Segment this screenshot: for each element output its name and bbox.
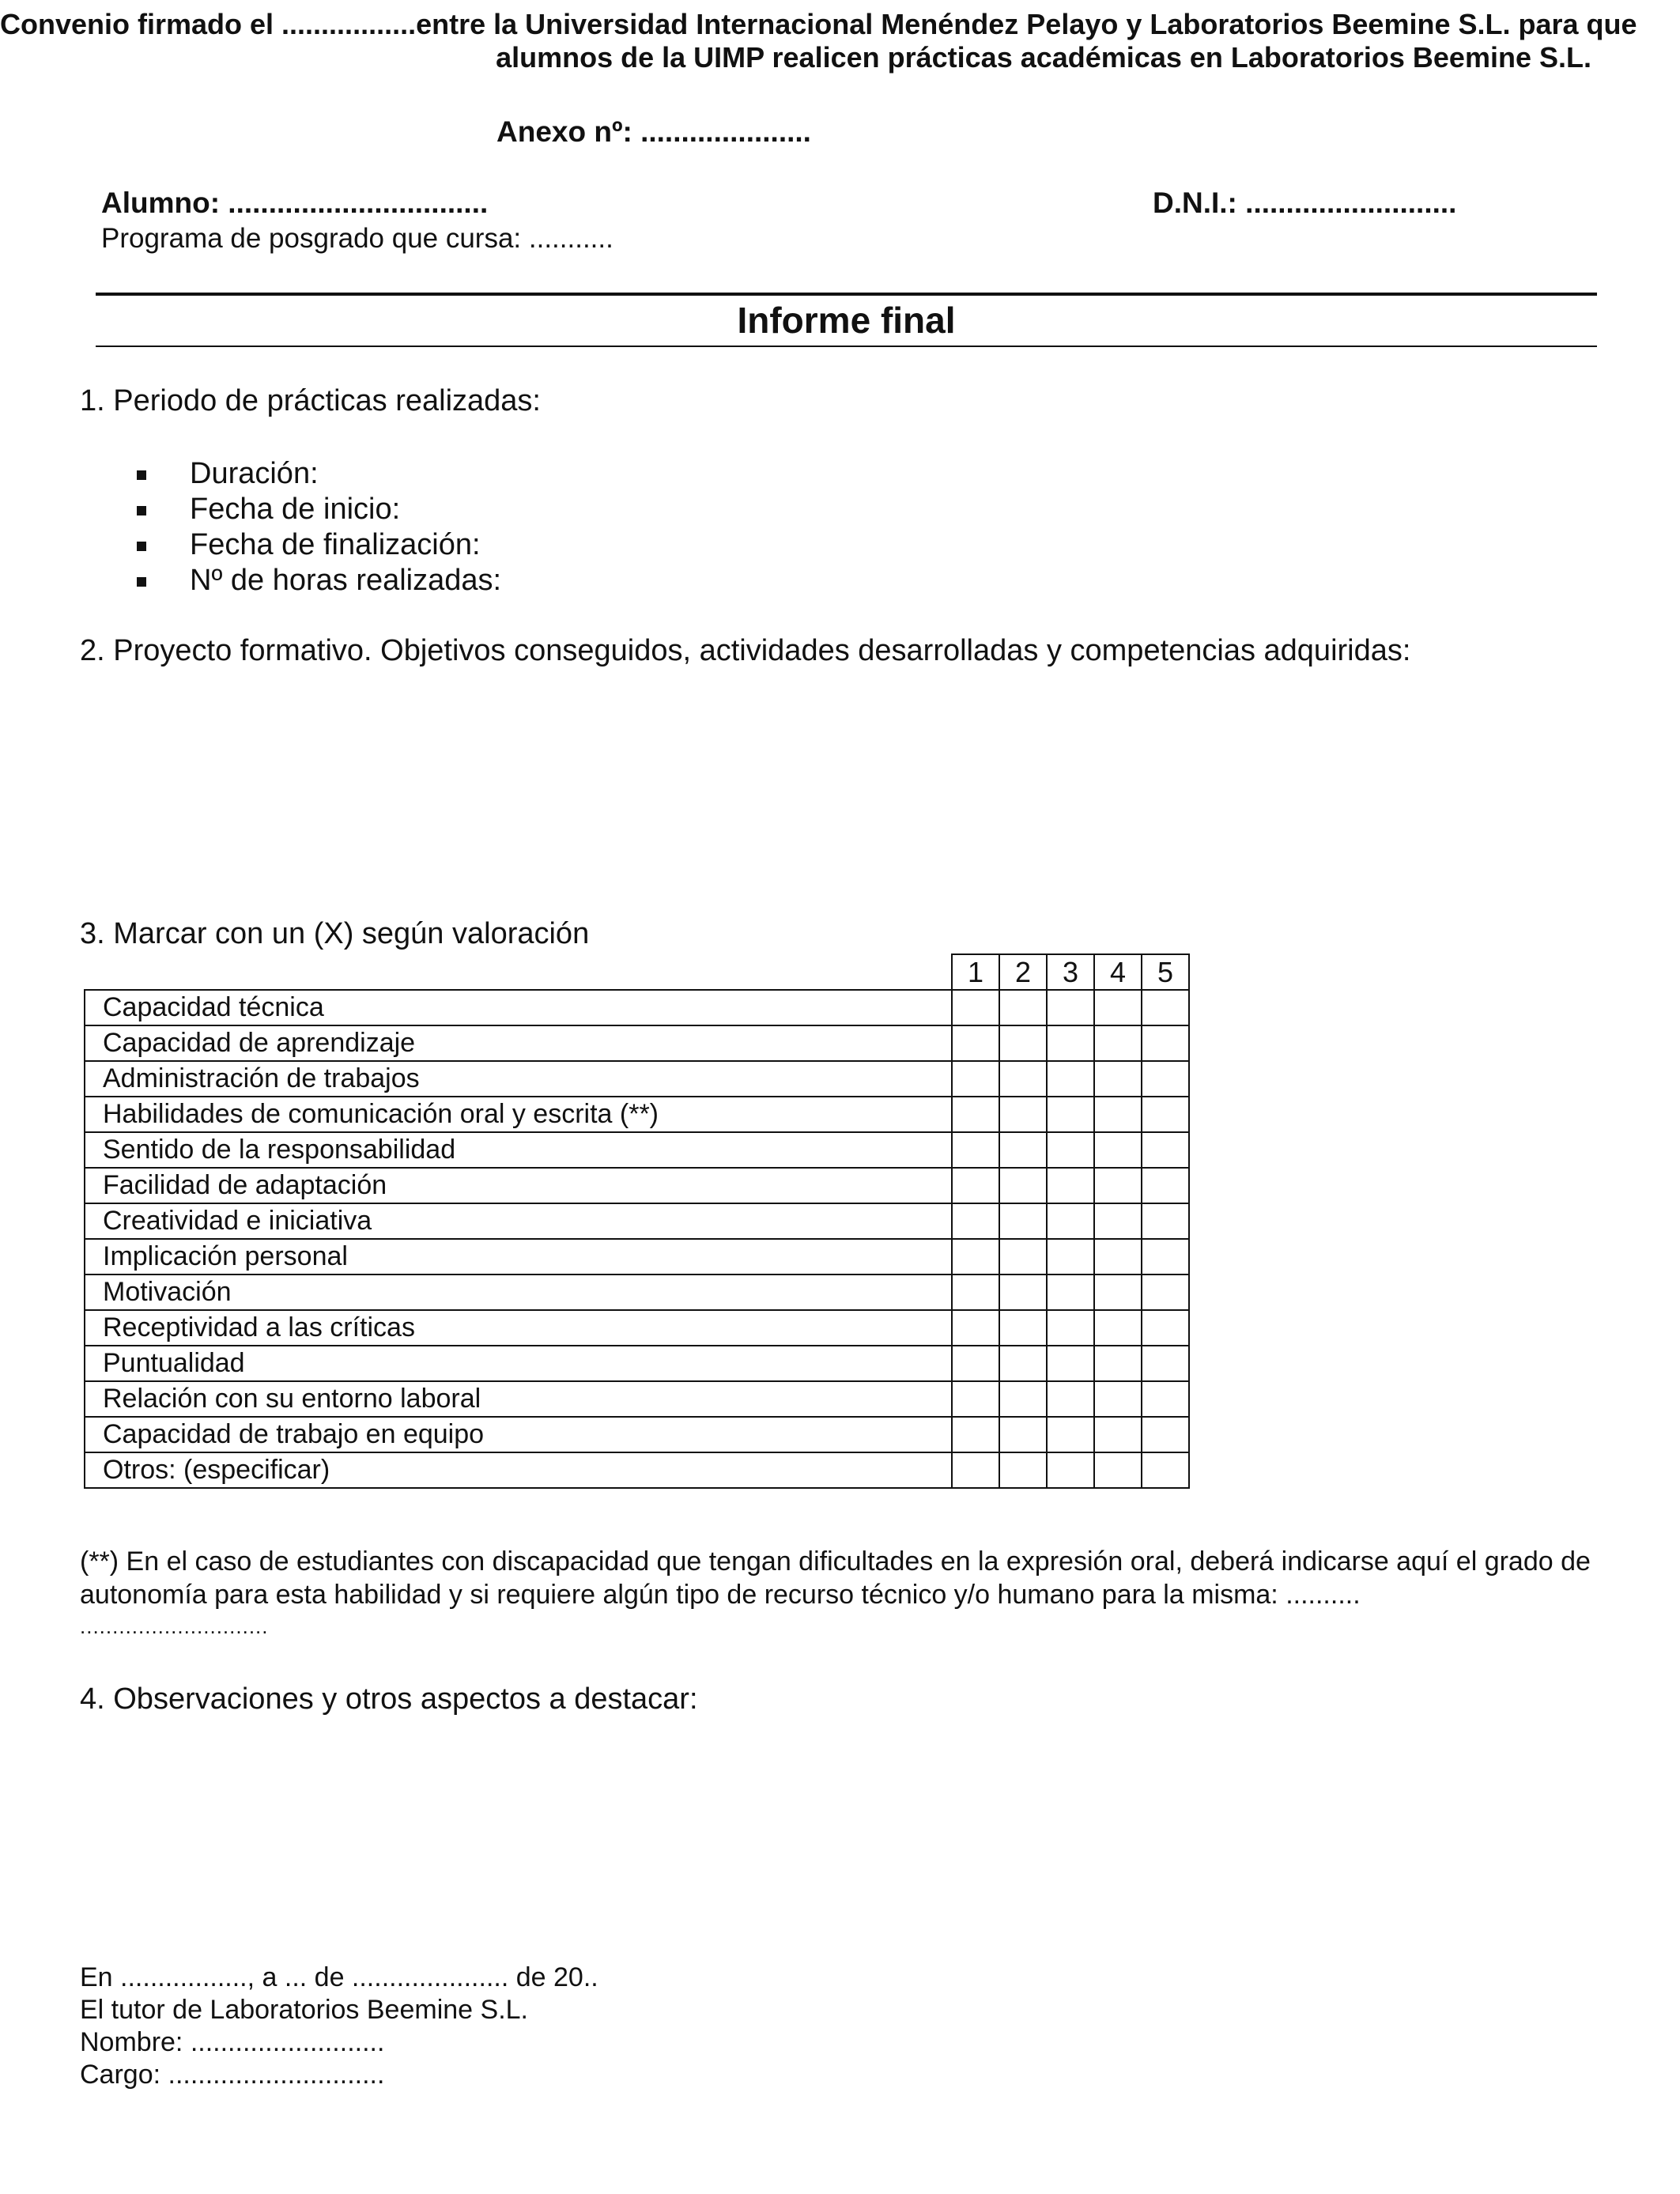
rating-scale-header <box>85 954 1189 990</box>
rating-cell-1[interactable] <box>952 1452 999 1488</box>
rating-cell-5[interactable] <box>1142 1168 1189 1203</box>
agreement-header-line-2: alumnos de la UIMP realicen prácticas académicas en Laboratorios Beemine S.L. <box>496 41 1591 74</box>
criterion-label: Capacidad de aprendizaje <box>85 1025 952 1061</box>
criterion-label: Motivación <box>85 1274 952 1310</box>
rating-cell-2[interactable] <box>999 1417 1047 1452</box>
rating-cell-3[interactable] <box>1047 1381 1094 1417</box>
agreement-header-line-1: Convenio firmado el .................entre la Universidad Internacional Menéndez Pelayo y Laboratorios Beemine S.L. para que <box>0 8 1637 40</box>
rating-cell-2[interactable] <box>999 1381 1047 1417</box>
rating-cell-1[interactable] <box>952 1132 999 1168</box>
rating-cell-1[interactable] <box>952 1203 999 1239</box>
rating-cell-4[interactable] <box>1094 1132 1142 1168</box>
rating-cell-3[interactable] <box>1047 1417 1094 1452</box>
rating-cell-5[interactable] <box>1142 1417 1189 1452</box>
criterion-label: Capacidad de trabajo en equipo <box>85 1417 952 1452</box>
rating-cell-2[interactable] <box>999 1310 1047 1346</box>
rating-cell-1[interactable] <box>952 1239 999 1274</box>
rating-cell-5[interactable] <box>1142 1310 1189 1346</box>
disability-note-dots: ............................. <box>80 1614 269 1638</box>
rating-cell-4[interactable] <box>1094 990 1142 1025</box>
criteria-rows <box>85 990 1189 1488</box>
rating-cell-2[interactable] <box>999 1203 1047 1239</box>
cargo-field: Cargo: ............................. <box>80 2060 385 2090</box>
rating-cell-4[interactable] <box>1094 1274 1142 1310</box>
rating-cell-2[interactable] <box>999 1061 1047 1097</box>
rating-cell-1[interactable] <box>952 1061 999 1097</box>
scale-2: 2 <box>999 954 1047 990</box>
section-2-heading: 2. Proyecto formativo. Objetivos conseguidos, actividades desarrolladas y competencias adquiridas: <box>80 634 1411 667</box>
document-title: Informe final <box>737 300 956 341</box>
alumno-field: Alumno: ................................ <box>101 187 489 219</box>
list-item: Nº de horas realizadas: <box>134 564 501 599</box>
rating-cell-2[interactable] <box>999 1132 1047 1168</box>
table-row <box>85 1310 1189 1346</box>
rating-cell-1[interactable] <box>952 1381 999 1417</box>
rating-cell-5[interactable] <box>1142 1274 1189 1310</box>
table-row <box>85 1239 1189 1274</box>
rating-cell-4[interactable] <box>1094 1061 1142 1097</box>
table-row <box>85 1061 1189 1097</box>
table-row <box>85 1417 1189 1452</box>
rating-cell-5[interactable] <box>1142 1346 1189 1381</box>
rating-cell-3[interactable] <box>1047 1025 1094 1061</box>
table-row <box>85 990 1189 1025</box>
programa-field: Programa de posgrado que cursa: ........... <box>101 223 613 254</box>
rating-cell-1[interactable] <box>952 1310 999 1346</box>
bullet-square-icon <box>137 470 146 480</box>
rating-cell-4[interactable] <box>1094 1239 1142 1274</box>
rating-cell-4[interactable] <box>1094 1025 1142 1061</box>
rating-cell-4[interactable] <box>1094 1097 1142 1132</box>
bullet-square-icon <box>137 542 146 551</box>
rating-cell-3[interactable] <box>1047 1346 1094 1381</box>
rating-cell-3[interactable] <box>1047 1132 1094 1168</box>
criterion-label: Puntualidad <box>85 1346 952 1381</box>
scale-1: 1 <box>952 954 999 990</box>
rating-cell-1[interactable] <box>952 1274 999 1310</box>
table-row <box>85 1203 1189 1239</box>
rating-cell-5[interactable] <box>1142 1025 1189 1061</box>
disability-note: (**) En el caso de estudiantes con discapacidad que tengan dificultades en la expresión oral, deberá indicarse aquí el grado de autonomía para esta habilidad y si requiere algún tipo de recurso técnico y/o humano para la misma: .......... <box>80 1546 1591 1610</box>
scale-4: 4 <box>1094 954 1142 990</box>
rating-cell-4[interactable] <box>1094 1346 1142 1381</box>
rating-cell-1[interactable] <box>952 990 999 1025</box>
criterion-label: Capacidad técnica <box>85 990 952 1025</box>
rating-cell-2[interactable] <box>999 1168 1047 1203</box>
rating-cell-2[interactable] <box>999 1097 1047 1132</box>
rating-cell-2[interactable] <box>999 1346 1047 1381</box>
criterion-label: Creatividad e iniciativa <box>85 1203 952 1239</box>
place-date-line: En ................., a ... de ..................... de 20.. <box>80 1962 598 1992</box>
list-item: Fecha de finalización: <box>134 528 501 564</box>
section-1-heading: 1. Periodo de prácticas realizadas: <box>80 384 541 417</box>
tutor-line: El tutor de Laboratorios Beemine S.L. <box>80 1995 528 2025</box>
table-row <box>85 1452 1189 1488</box>
table-row <box>85 1381 1189 1417</box>
table-row <box>85 1168 1189 1203</box>
rating-cell-2[interactable] <box>999 1025 1047 1061</box>
rating-cell-1[interactable] <box>952 1168 999 1203</box>
rating-cell-5[interactable] <box>1142 1381 1189 1417</box>
criterion-label: Implicación personal <box>85 1239 952 1274</box>
criterion-label: Receptividad a las críticas <box>85 1310 952 1346</box>
bullet-square-icon <box>137 577 146 587</box>
rating-cell-1[interactable] <box>952 1346 999 1381</box>
rating-cell-5[interactable] <box>1142 1452 1189 1488</box>
anexo-field: Anexo nº: ..................... <box>496 115 811 148</box>
rating-cell-3[interactable] <box>1047 1168 1094 1203</box>
criterion-label: Sentido de la responsabilidad <box>85 1132 952 1168</box>
rating-cell-5[interactable] <box>1142 1061 1189 1097</box>
rating-cell-5[interactable] <box>1142 1203 1189 1239</box>
rating-cell-4[interactable] <box>1094 1310 1142 1346</box>
criterion-label: Administración de trabajos <box>85 1061 952 1097</box>
criterion-label: Habilidades de comunicación oral y escrita (**) <box>85 1097 952 1132</box>
rating-cell-3[interactable] <box>1047 1452 1094 1488</box>
rating-cell-4[interactable] <box>1094 1381 1142 1417</box>
rating-table <box>84 954 1190 1489</box>
rating-cell-1[interactable] <box>952 1025 999 1061</box>
title-rule-top <box>96 293 1597 296</box>
rating-cell-4[interactable] <box>1094 1452 1142 1488</box>
rating-cell-1[interactable] <box>952 1097 999 1132</box>
rating-cell-4[interactable] <box>1094 1203 1142 1239</box>
rating-cell-4[interactable] <box>1094 1417 1142 1452</box>
rating-cell-3[interactable] <box>1047 990 1094 1025</box>
criterion-label: Relación con su entorno laboral <box>85 1381 952 1417</box>
bullet-square-icon <box>137 506 146 515</box>
scale-3: 3 <box>1047 954 1094 990</box>
dni-field: D.N.I.: .......................... <box>1153 187 1457 219</box>
rating-cell-5[interactable] <box>1142 990 1189 1025</box>
rating-cell-3[interactable] <box>1047 1239 1094 1274</box>
rating-cell-3[interactable] <box>1047 1061 1094 1097</box>
title-rule-bottom <box>96 346 1597 347</box>
section-4-heading: 4. Observaciones y otros aspectos a destacar: <box>80 1682 698 1716</box>
rating-cell-5[interactable] <box>1142 1097 1189 1132</box>
criterion-label: Facilidad de adaptación <box>85 1168 952 1203</box>
rating-cell-5[interactable] <box>1142 1132 1189 1168</box>
rating-cell-2[interactable] <box>999 1239 1047 1274</box>
nombre-field: Nombre: .......................... <box>80 2027 385 2057</box>
rating-cell-2[interactable] <box>999 1452 1047 1488</box>
section-3-heading: 3. Marcar con un (X) según valoración <box>80 917 590 950</box>
list-item: Duración: <box>134 457 501 493</box>
table-row <box>85 1025 1189 1061</box>
rating-cell-2[interactable] <box>999 1274 1047 1310</box>
table-row <box>85 1274 1189 1310</box>
period-items-list <box>134 457 501 599</box>
rating-cell-3[interactable] <box>1047 1274 1094 1310</box>
rating-cell-3[interactable] <box>1047 1097 1094 1132</box>
rating-cell-1[interactable] <box>952 1417 999 1452</box>
table-row <box>85 1132 1189 1168</box>
table-row <box>85 1346 1189 1381</box>
criterion-label: Otros: (especificar) <box>85 1452 952 1488</box>
table-row <box>85 1097 1189 1132</box>
list-item: Fecha de inicio: <box>134 493 501 528</box>
rating-cell-4[interactable] <box>1094 1168 1142 1203</box>
scale-5: 5 <box>1142 954 1189 990</box>
rating-cell-5[interactable] <box>1142 1239 1189 1274</box>
rating-cell-3[interactable] <box>1047 1203 1094 1239</box>
rating-cell-3[interactable] <box>1047 1310 1094 1346</box>
rating-cell-2[interactable] <box>999 990 1047 1025</box>
